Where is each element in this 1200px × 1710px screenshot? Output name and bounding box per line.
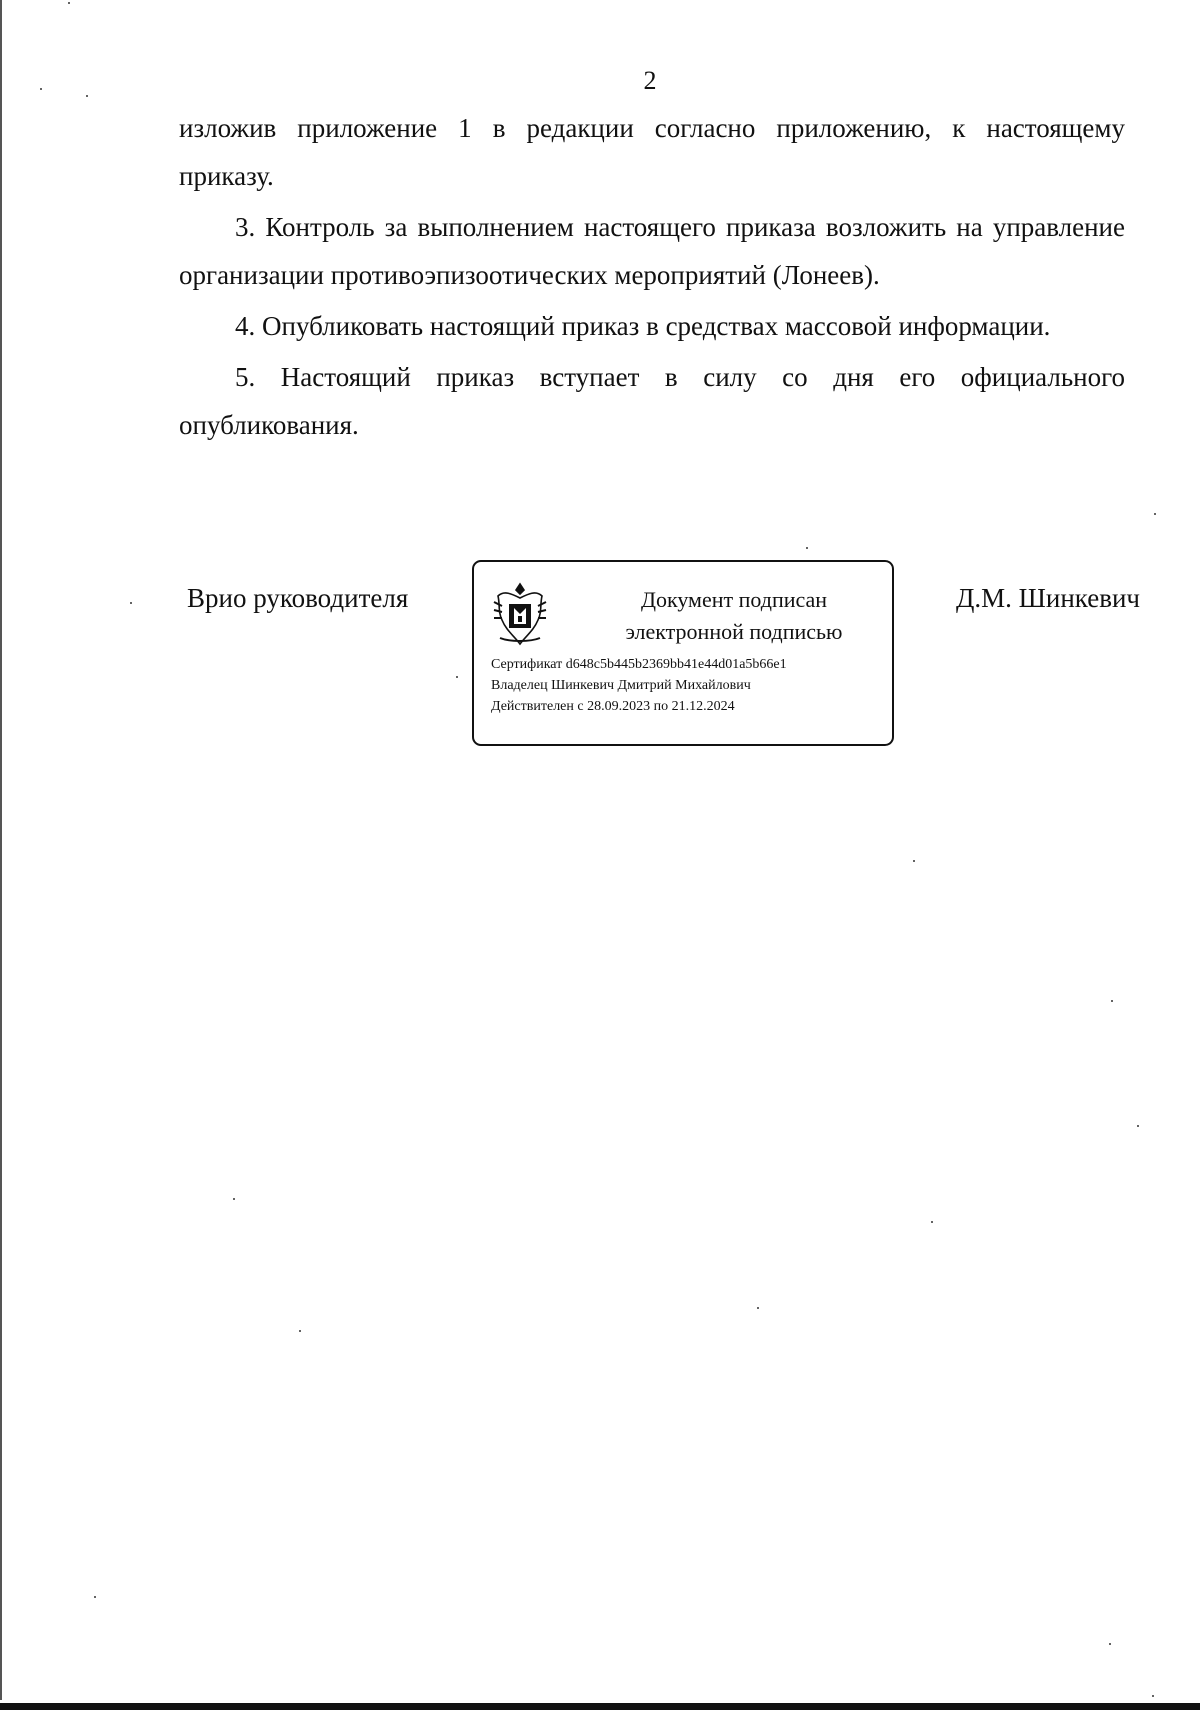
scan-speck <box>1137 1125 1139 1127</box>
scan-speck <box>931 1221 933 1223</box>
scan-speck <box>130 602 132 604</box>
scan-speck <box>1109 1643 1111 1645</box>
paragraph-5: 5. Настоящий приказ вступает в силу со дня его официального опубликования. <box>179 362 1125 440</box>
scan-speck <box>456 676 458 678</box>
coat-of-arms-icon <box>490 580 550 650</box>
electronic-signature-stamp <box>472 560 894 746</box>
scan-speck <box>757 1307 759 1309</box>
stamp-title-line2: электронной подписью <box>625 619 843 644</box>
page-number: 2 <box>643 66 657 95</box>
scan-speck <box>913 860 915 862</box>
stamp-details <box>491 654 787 717</box>
scan-speck <box>233 1198 235 1200</box>
paragraph-4: 4. Опубликовать настоящий приказ в средствах массовой информации. <box>235 311 1051 341</box>
scan-speck <box>94 1596 96 1598</box>
stamp-certificate: Сертификат d648c5b445b2369bb41e44d01a5b66e1 <box>491 657 787 672</box>
scan-speck <box>1154 513 1156 515</box>
signatory-name: Д.М. Шинкевич <box>955 583 1140 613</box>
scan-edge <box>0 0 2 1700</box>
scan-speck <box>299 1330 301 1332</box>
scan-speck <box>1111 1000 1113 1002</box>
paragraph-continuation-line1: изложив приложение 1 в редакции согласно приложению, к настоящему <box>179 113 1125 143</box>
document-body <box>179 104 1125 449</box>
scan-speck <box>68 2 70 4</box>
stamp-validity: Действителен с 28.09.2023 по 21.12.2024 <box>491 699 735 714</box>
stamp-title <box>584 584 884 648</box>
stamp-title-line1: Документ подписан <box>640 587 828 612</box>
paragraph-continuation-line2: приказу. <box>179 161 274 191</box>
scan-speck <box>86 95 88 97</box>
scan-bottom-edge <box>0 1703 1200 1710</box>
scan-speck <box>806 547 808 549</box>
stamp-owner: Владелец Шинкевич Дмитрий Михайлович <box>491 678 751 693</box>
scan-speck <box>40 88 42 90</box>
paragraph-3: 3. Контроль за выполнением настоящего приказа возложить на управление организации противоэпизоотических мероприятий (Лонеев). <box>179 212 1125 290</box>
scan-speck <box>1152 1695 1154 1697</box>
signatory-role: Врио руководителя <box>187 583 409 613</box>
